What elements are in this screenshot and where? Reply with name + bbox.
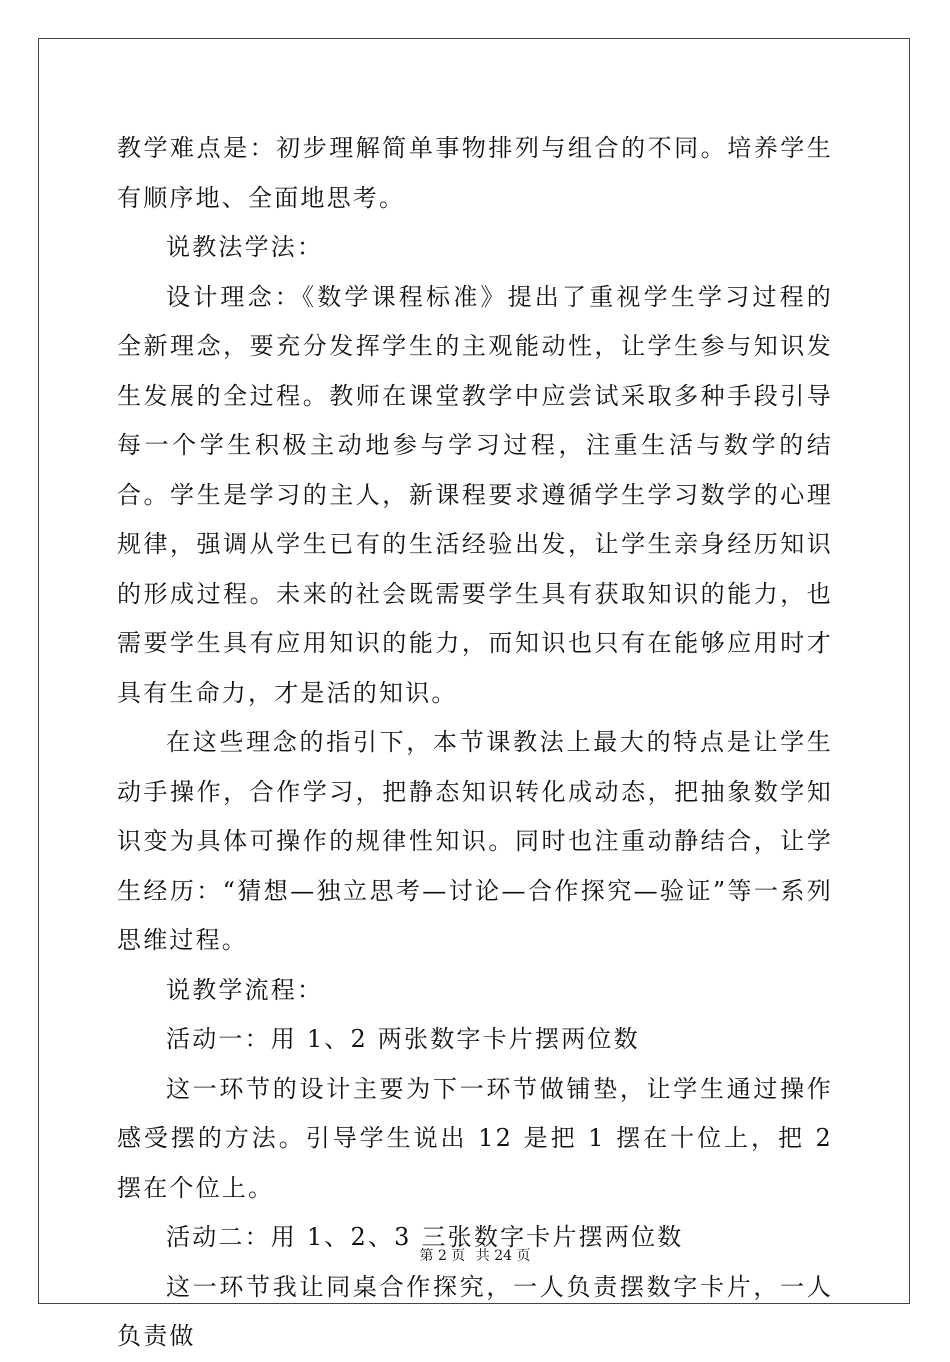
heading-teaching-process: 说教学流程： xyxy=(166,975,324,1004)
paragraph-method-features: 在这些理念的指引下，本节课教法上最大的特点是让学生动手操作，合作学习，把静态知识转化成动态，把抽象数学知识变为具体可操作的规律性知识。同时也注重动静结合，让学生经历：“猜想—独立思考—讨论—合作探究—验证”等一系列思维过程。 xyxy=(117,728,833,954)
heading-activity-two: 活动二：用 1、2、3 三张数字卡片摆两位数 xyxy=(166,1223,684,1251)
paragraph-design-concept: 设计理念：《数学课程标准》提出了重视学生学习过程的全新理念，要充分发挥学生的主观能动性，让学生参与知识发生发展的全过程。教师在课堂教学中应尝试采取多种手段引导每一个学生积极主动地参与学习过程，注重生活与数学的结合。学生是学习的主人，新课程要求遵循学生学习数学的心理规律，强调从学生已有的生活经验出发，让学生亲身经历知识的形成过程。未来的社会既需要学生具有获取知识的能力，也需要学生具有应用知识的能力，而知识也只有在能够应用时才具有生命力，才是活的知识。 xyxy=(117,282,833,707)
heading-activity-one: 活动一：用 1、2 两张数字卡片摆两位数 xyxy=(166,1025,640,1053)
page-footer xyxy=(0,1246,950,1266)
heading-teaching-methods: 说教法学法： xyxy=(166,233,324,261)
paragraph-teaching-difficulty: 教学难点是：初步理解简单事物排列与组合的不同。培养学生有顺序地、全面地思考。 xyxy=(117,134,833,212)
document-body xyxy=(117,124,833,1362)
page-number: 第 2 页 xyxy=(419,1248,466,1264)
page-total: 共 24 页 xyxy=(475,1248,531,1264)
paragraph-activity-one: 这一环节的设计主要为下一环节做铺垫，让学生通过操作感受摆的方法。引导学生说出 12 是把 1 摆在十位上，把 2 摆在个位上。 xyxy=(117,1074,833,1202)
paragraph-activity-two: 这一环节我让同桌合作探究，一人负责摆数字卡片，一人负责做 xyxy=(117,1272,833,1350)
